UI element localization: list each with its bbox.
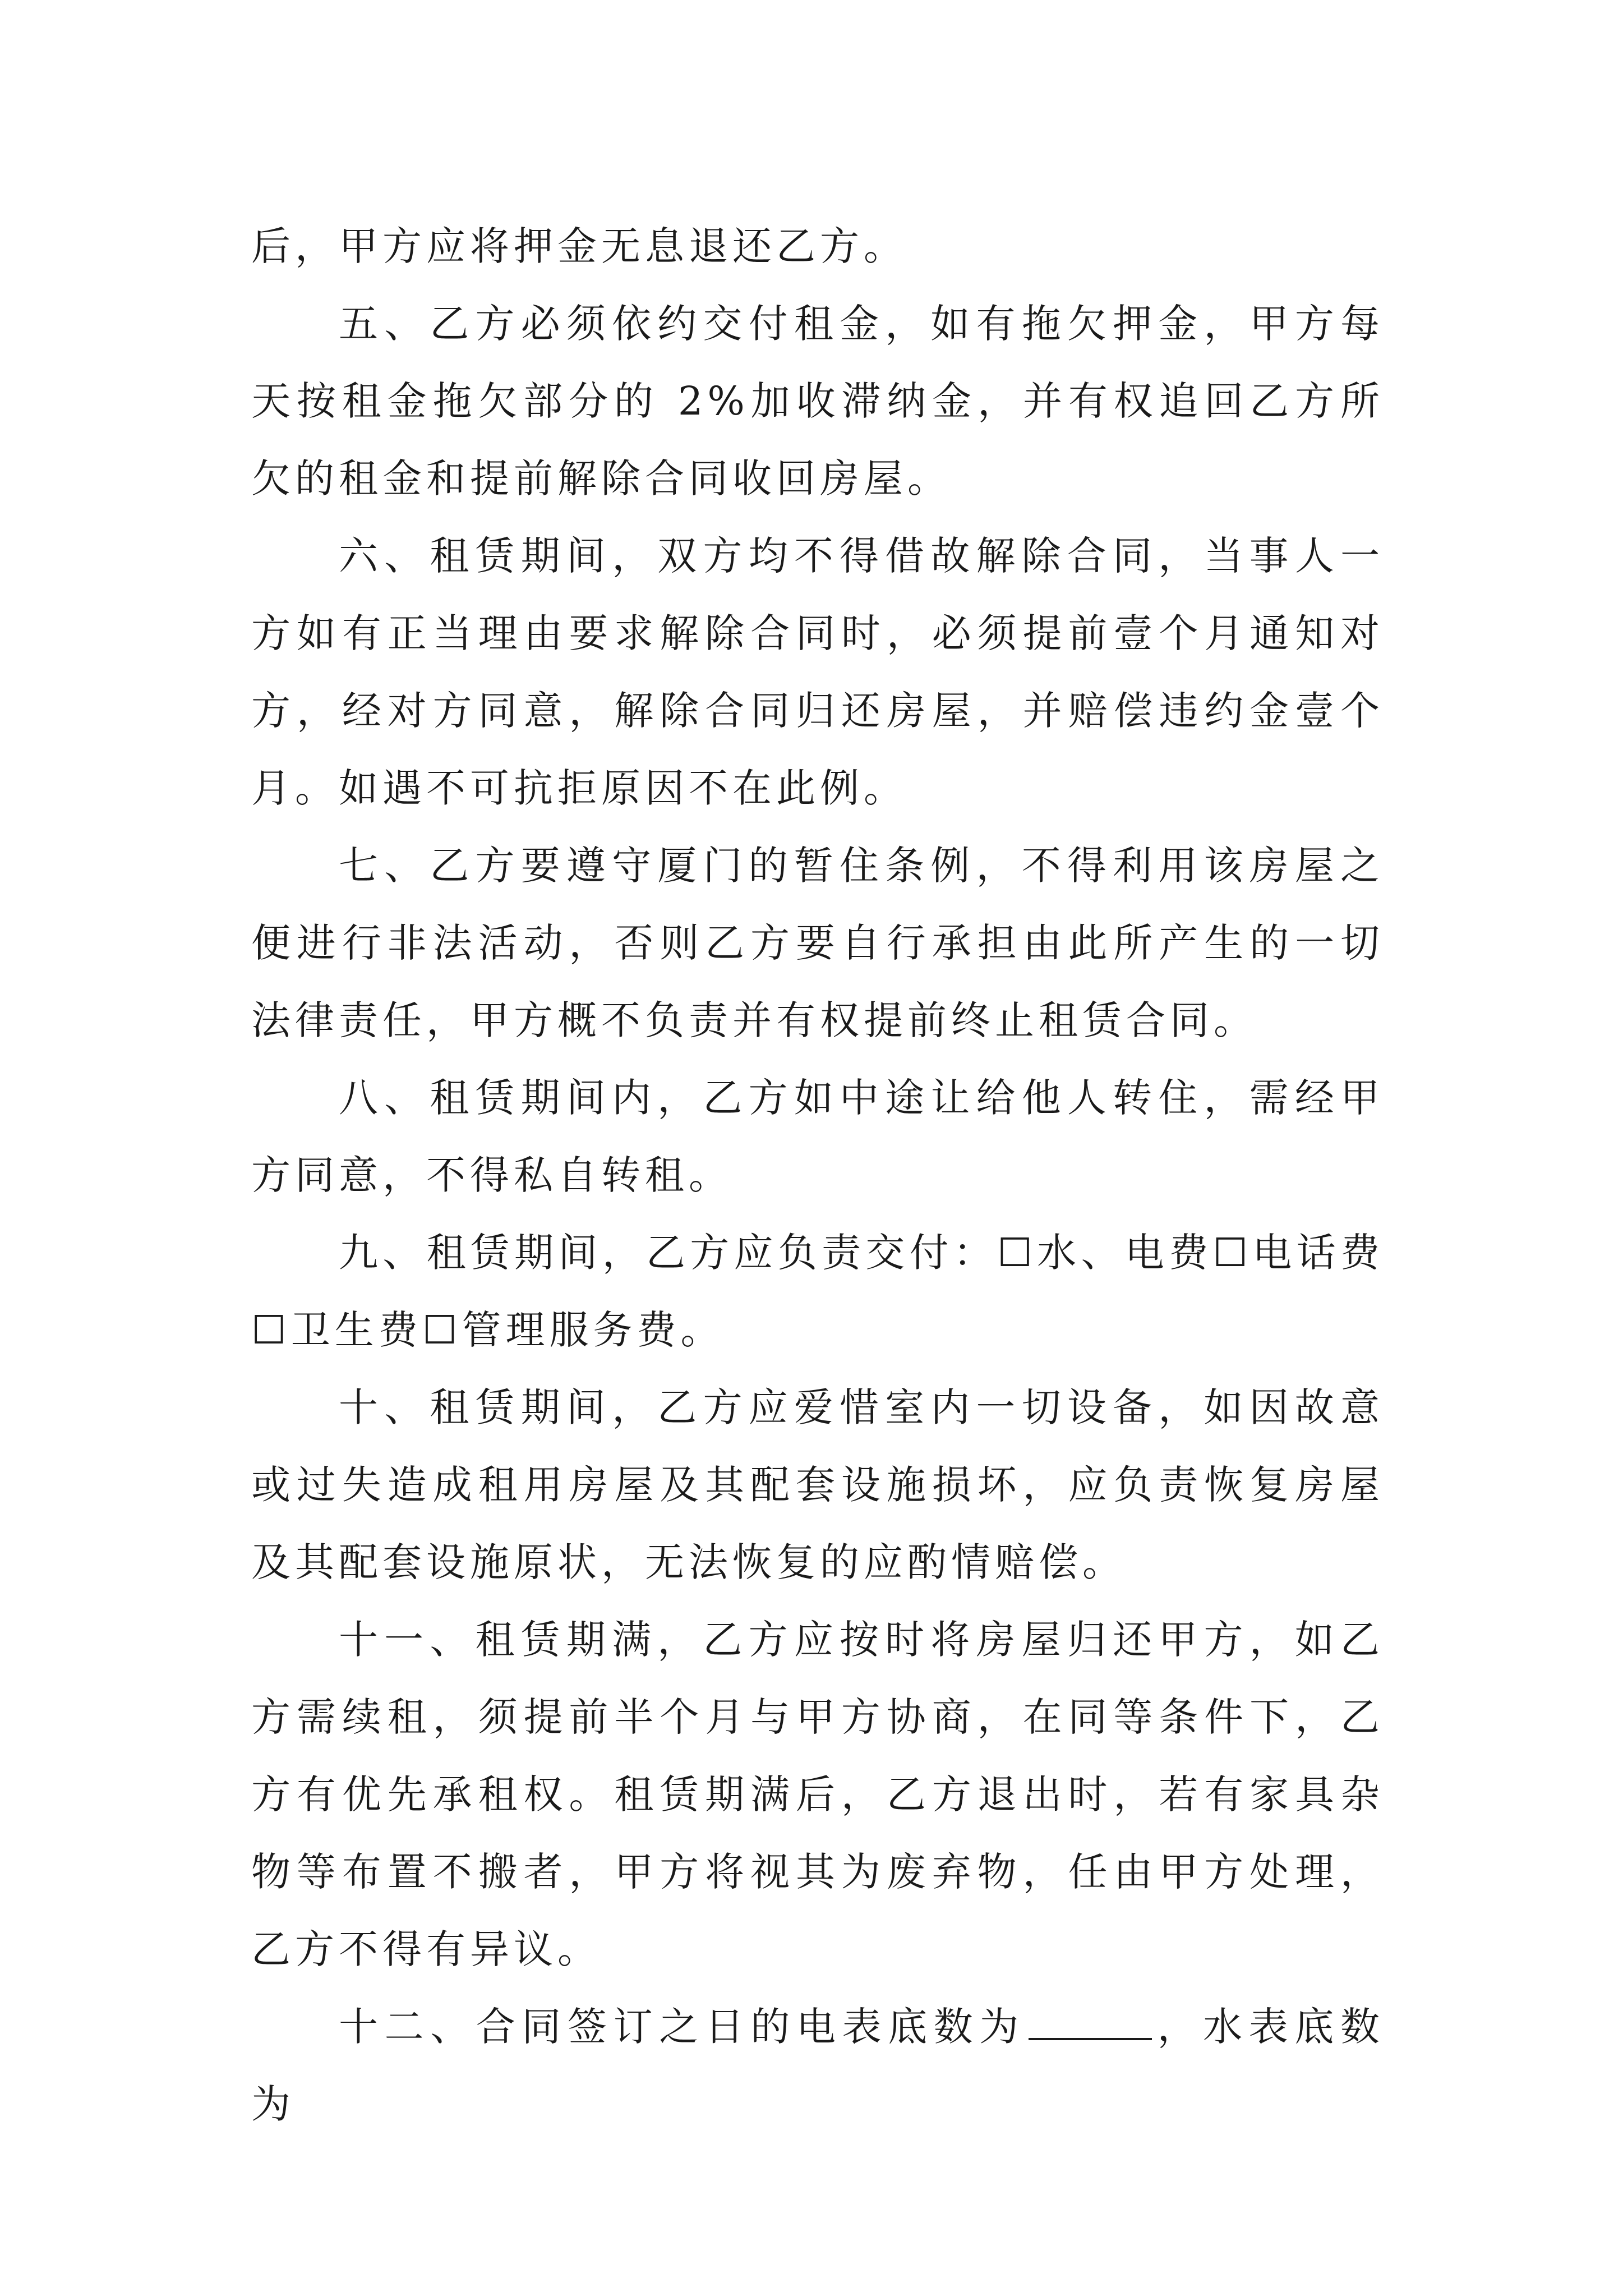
electric-meter-blank [1029, 2004, 1152, 2040]
clause-twelve-part1: 十二、合同签订之日的电表底数为 [339, 2004, 1025, 2050]
clause-nine: 九、租赁期间，乙方应负责交付：☐水、电费☐电话费☐卫生费☐管理服务费。 [251, 1230, 1384, 1353]
paragraph-continuation: 后，甲方应将押金无息退还乙方。 [251, 223, 907, 269]
clause-ten: 十、租赁期间，乙方应爱惜室内一切设备，如因故意或过失造成租用房屋及其配套设施损坏，应负责恢复房屋及其配套设施原状，无法恢复的应酌情赔偿。 [251, 1384, 1384, 1585]
clause-five: 五、乙方必须依约交付租金，如有拖欠押金，甲方每天按租金拖欠部分的 2%加收滞纳金，并有权追回乙方所欠的租金和提前解除合同收回房屋。 [251, 301, 1384, 501]
clause-six: 六、租赁期间，双方均不得借故解除合同，当事人一方如有正当理由要求解除合同时，必须提前壹个月通知对方，经对方同意，解除合同归还房屋，并赔偿违约金壹个月。如遇不可抗拒原因不在此例。 [251, 533, 1384, 811]
clause-seven: 七、乙方要遵守厦门的暂住条例，不得利用该房屋之便进行非法活动，否则乙方要自行承担由此所产生的一切法律责任，甲方概不负责并有权提前终止租赁合同。 [251, 843, 1384, 1043]
clause-eight: 八、租赁期间内，乙方如中途让给他人转住，需经甲方同意，不得私自转租。 [251, 1075, 1384, 1198]
clause-eleven: 十一、租赁期满，乙方应按时将房屋归还甲方，如乙方需续租，须提前半个月与甲方协商，在同等条件下，乙方有优先承租权。租赁期满后，乙方退出时，若有家具杂物等布置不搬者，甲方将视其为废弃物，任由甲方处理，乙方不得有异议。 [251, 1617, 1384, 1972]
clause-twelve-part2: ，水表底数为 [251, 2004, 1384, 2127]
contract-text [251, 208, 1384, 2143]
clause-twelve [251, 1988, 1384, 2143]
